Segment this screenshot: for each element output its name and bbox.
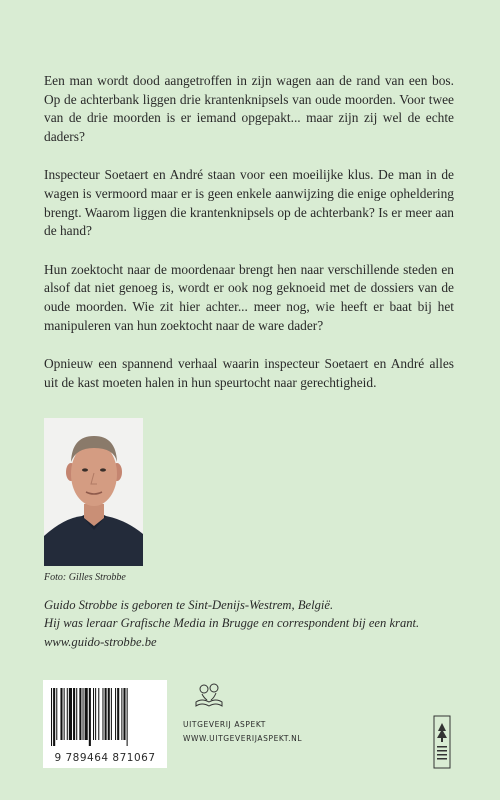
- isbn-number: 9 789464 871067: [54, 752, 156, 764]
- blurb-paragraph-3: Hun zoektocht naar de moordenaar brengt hen naar verschillende steden en alsof dat niet genoeg is, wordt er ook nog geknoeid met de dossiers van de oude moorden. Wie zit hier achter... meer nog, wie heeft er baat bij het manipuleren van hun zoektocht naar de ware dader?: [44, 261, 454, 333]
- bio-line-career: Hij was leraar Grafische Media in Brugge en correspondent bij een krant.: [44, 616, 420, 631]
- bio-line-birthplace: Guido Strobbe is geboren te Sint-Denijs-Westrem, België.: [44, 598, 334, 612]
- author-bio: [44, 596, 464, 651]
- publisher-name: UITGEVERIJ ASPEKT: [183, 720, 266, 729]
- blurb-paragraph-2: Inspecteur Soetaert en André staan voor een moeilijke klus. De man in de wagen is vermoord maar er is geen enkele aanwijzing die enige opheldering brengt. Waarom liggen die krantenknipsels op de achterbank? Is er meer aan de hand?: [44, 167, 454, 239]
- barcode-bars: [49, 688, 161, 746]
- blurb-paragraph-1: Een man wordt dood aangetroffen in zijn wagen aan de rand van een bos. Op de achterbank liggen drie krantenknipsels van oude moorden. Voor twee van de drie moorden is er iemand opgepakt... maar zijn zij wel de echte daders?: [44, 73, 454, 144]
- blurb-text: [44, 72, 454, 412]
- bio-website-link: www.guido-strobbe.be: [44, 634, 157, 649]
- fsc-logo-icon: [433, 715, 451, 769]
- publisher-url: WWW.UITGEVERIJASPEKT.NL: [183, 734, 303, 743]
- isbn-barcode: [43, 680, 167, 768]
- publisher-logo-icon: [192, 676, 226, 710]
- photo-caption: Foto: Gilles Strobbe: [44, 572, 126, 583]
- author-photo: [44, 418, 143, 566]
- blurb-paragraph-4: Opnieuw een spannend verhaal waarin inspecteur Soetaert en André alles uit de kast moeten halen in hun speurtocht naar gerechtigheid.: [44, 356, 454, 390]
